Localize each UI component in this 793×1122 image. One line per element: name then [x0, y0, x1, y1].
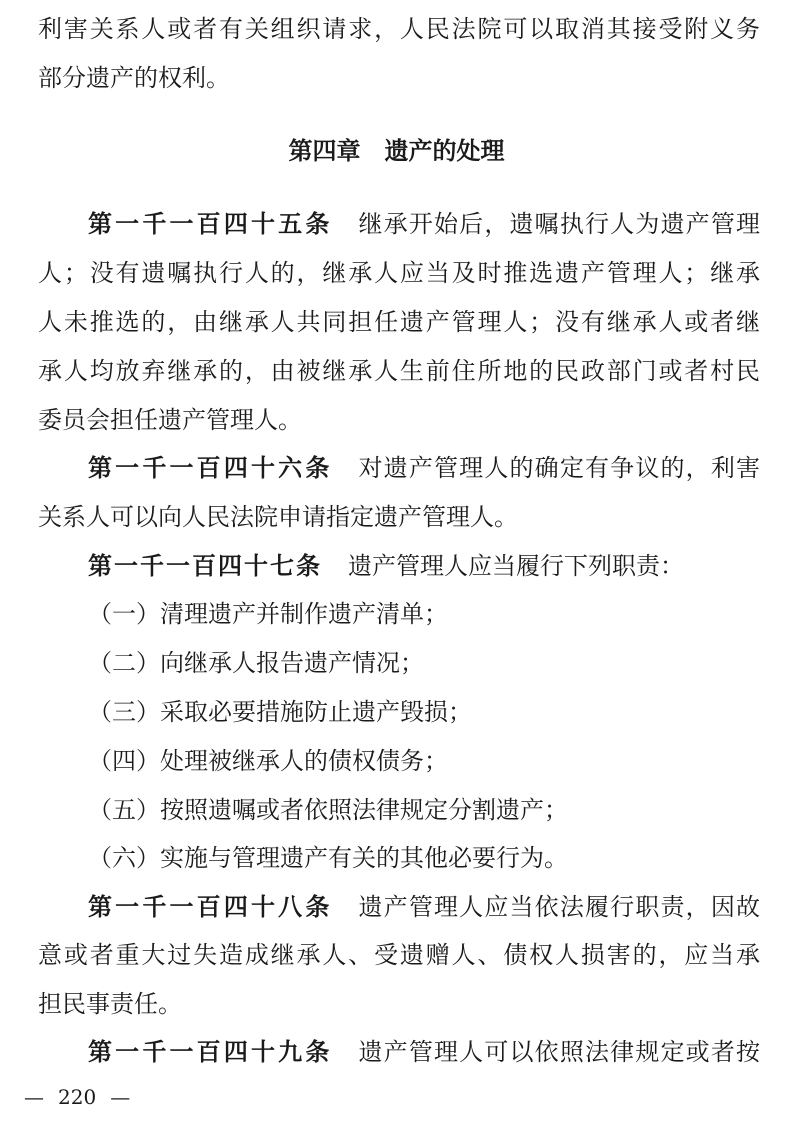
- list-item: （三）采取必要措施防止遗产毁损；: [88, 698, 472, 726]
- article-first-line: [88, 448, 760, 488]
- article-number: 第一千一百四十八条: [88, 893, 333, 921]
- text-line: 人；没有遗嘱执行人的，继承人应当及时推选遗产管理人；继承: [38, 259, 760, 287]
- text-line: 委员会担任遗产管理人。: [38, 406, 302, 434]
- list-item: （五）按照遗嘱或者依照法律规定分割遗产；: [88, 796, 568, 824]
- article-text: 遗产管理人应当履行下列职责：: [348, 552, 684, 580]
- footer-dash-right: —: [110, 1085, 131, 1109]
- text-line: 关系人可以向人民法院申请指定遗产管理人。: [38, 503, 518, 531]
- text-line: 承人均放弃继承的，由被继承人生前住所地的民政部门或者村民: [38, 357, 760, 385]
- page-footer: [24, 1080, 130, 1114]
- list-item: （四）处理被继承人的债权债务；: [88, 747, 448, 775]
- article-number: 第一千一百四十六条: [88, 454, 333, 482]
- list-item: （二）向继承人报告遗产情况；: [88, 649, 424, 677]
- article-first-line: [88, 546, 760, 586]
- article-text: 对遗产管理人的确定有争议的，利害: [358, 454, 760, 482]
- text-line: 意或者重大过失造成继承人、受遗赠人、债权人损害的，应当承: [38, 941, 760, 969]
- article-text: 继承开始后，遗嘱执行人为遗产管理: [358, 210, 760, 238]
- article-number: 第一千一百四十七条: [88, 552, 322, 580]
- article-first-line: [88, 887, 760, 927]
- article-first-line: [88, 1032, 760, 1072]
- footer-dash-left: —: [24, 1085, 44, 1109]
- page-number: 220: [58, 1085, 97, 1109]
- chapter-title: 第四章 遗产的处理: [288, 137, 505, 165]
- text-line: 利害关系人或者有关组织请求，人民法院可以取消其接受附义务: [38, 15, 760, 43]
- article-first-line: [88, 204, 760, 244]
- article-text: 遗产管理人可以依照法律规定或者按: [358, 1038, 760, 1066]
- list-item: （六）实施与管理遗产有关的其他必要行为。: [88, 844, 568, 872]
- article-text: 遗产管理人应当依法履行职责，因故: [358, 893, 760, 921]
- text-line: 担民事责任。: [38, 990, 182, 1018]
- list-item: （一）清理遗产并制作遗产清单；: [88, 600, 448, 628]
- text-line: 人未推选的，由继承人共同担任遗产管理人；没有继承人或者继: [38, 308, 760, 336]
- text-line: 部分遗产的权利。: [38, 64, 230, 92]
- article-number: 第一千一百四十九条: [88, 1038, 333, 1066]
- article-number: 第一千一百四十五条: [88, 210, 333, 238]
